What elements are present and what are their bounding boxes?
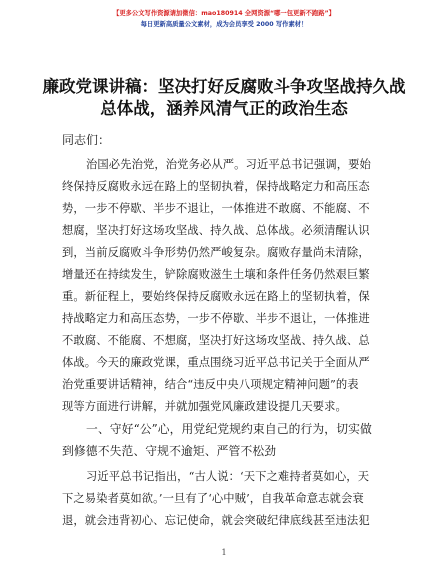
body-line: 治国必先治党，治党务必从严。习近平总书记强调，要始 xyxy=(86,158,371,171)
body-line: 习近平总书记指出，“古人说：‘天下之难持者莫如心，天 xyxy=(86,470,370,483)
promo-banner-line-2: 每日更新高质量公文素材，成为会员享受 2000 写作素材！ xyxy=(140,21,308,28)
body-line: 不敢腐、不能腐、不想腐，坚决打好这场攻坚战、持久战、总 xyxy=(62,334,370,347)
salutation: 同志们： xyxy=(62,133,111,147)
page-number: 1 xyxy=(221,548,227,557)
body-line: 重。新征程上，要始终保持反腐败永远在路上的坚韧执着，保 xyxy=(62,290,370,303)
body-line: 退，就会违背初心、忘记使命，就会突破纪律底线甚至违法犯 xyxy=(62,514,370,527)
body-line: 下之易染者莫如欲。’一旦有了‘心中贼’，自我革命意志就会衰 xyxy=(62,492,364,505)
body-line: 想腐，坚决打好这场攻坚战、持久战、总体战。必须清醒认识 xyxy=(62,224,370,237)
body-line: 势，一步不停歇、半步不退让，一体推进不敢腐、不能腐、不 xyxy=(62,202,370,215)
document-title: 廉政党课讲稿：坚决打好反腐败斗争攻坚战持久战总体战，涵养风清气正的政治生态 xyxy=(42,77,406,118)
section-heading: 到修德不失范、守规不逾矩、严管不松劲 xyxy=(62,444,277,458)
body-line: 增量还在持续发生，铲除腐败滋生土壤和条件任务仍然艰巨繁 xyxy=(62,268,370,281)
body-line: 到，当前反腐败斗争形势仍然严峻复杂。腐败存量尚未清除， xyxy=(62,246,370,259)
body-line: 现等方面进行讲解，并就加强党风廉政建设提几天要求。 xyxy=(62,400,347,413)
body-line: 终保持反腐败永远在路上的坚韧执着，保持战略定力和高压态 xyxy=(62,180,370,193)
section-heading: 一、守好“公”心，用党纪党规约束自己的行为，切实做 xyxy=(86,422,372,436)
promo-banner-line-1: 【更多公文写作资源请加微信：mao180914 全网资源“哪一包更新不跑路”】 xyxy=(113,10,335,17)
body-line: 治党重要讲话精神，结合“违反中央八项规定精神问题”的表 xyxy=(62,378,359,391)
body-line: 体战。今天的廉政党课，重点围绕习近平总书记关于全面从严 xyxy=(62,356,370,369)
body-line: 持战略定力和高压态势，一步不停歇、半步不退让，一体推进 xyxy=(62,312,370,325)
